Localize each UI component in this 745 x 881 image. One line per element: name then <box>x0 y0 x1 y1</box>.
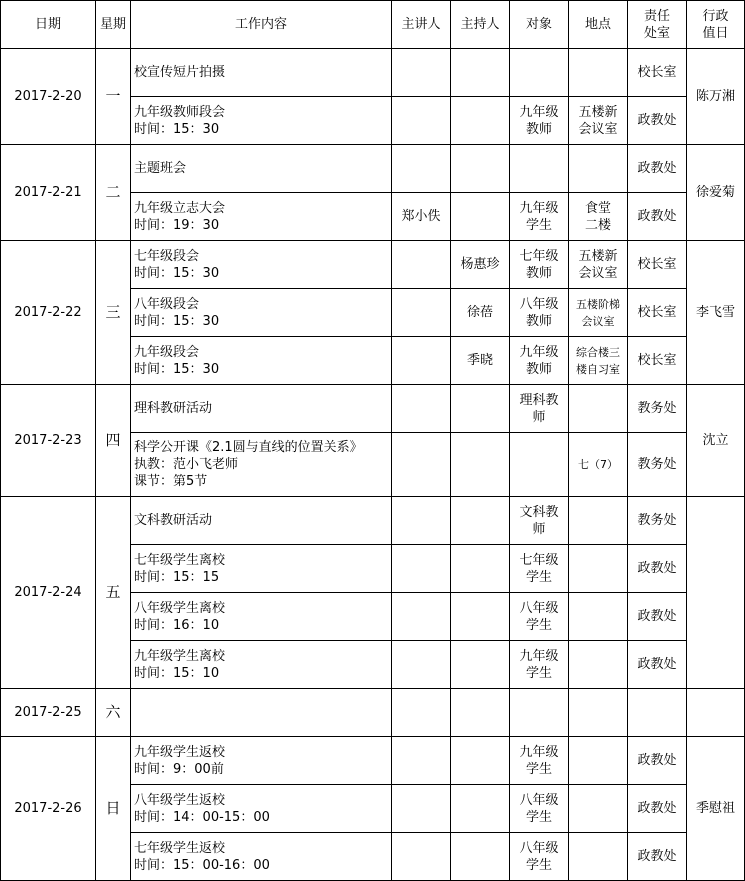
audience-line: 七年级 <box>519 248 559 264</box>
place-cell <box>569 145 628 193</box>
content-line: 九年级学生离校 <box>134 648 226 664</box>
content-cell <box>131 145 392 193</box>
dept-cell: 政教处 <box>628 545 687 593</box>
audience-line: 师 <box>532 521 546 537</box>
dept-cell: 政教处 <box>628 641 687 689</box>
speaker-cell <box>392 593 451 641</box>
host-cell <box>451 545 510 593</box>
host-cell <box>451 641 510 689</box>
place-cell <box>569 737 628 785</box>
audience-line: 学生 <box>525 665 552 681</box>
content-line: 七年级学生离校 <box>134 552 226 568</box>
duty-cell: 陈万湘 <box>687 49 745 145</box>
audience-cell <box>510 689 569 737</box>
dept-cell: 校长室 <box>628 241 687 289</box>
audience-line: 九年级 <box>519 344 559 360</box>
host-cell: 季晓 <box>451 337 510 385</box>
header-dept <box>628 1 687 49</box>
speaker-cell <box>392 145 451 193</box>
header-weekday: 星期 <box>96 1 131 49</box>
header-duty <box>687 1 745 49</box>
content-cell <box>131 833 392 881</box>
audience-line: 教师 <box>525 121 552 137</box>
content-line: 时间：15：30 <box>134 265 220 281</box>
content-cell <box>131 241 392 289</box>
audience-line: 学生 <box>525 569 552 585</box>
audience-line: 七年级 <box>519 552 559 568</box>
speaker-cell <box>392 97 451 145</box>
speaker-cell: 郑小佚 <box>392 193 451 241</box>
place-cell <box>569 337 628 385</box>
place-cell <box>569 833 628 881</box>
host-cell <box>451 497 510 545</box>
speaker-cell <box>392 689 451 737</box>
place-line: 会议室 <box>578 121 618 137</box>
content-line: 时间：14：00-15：00 <box>134 809 270 825</box>
date-cell: 2017-2-22 <box>1 241 96 385</box>
speaker-cell <box>392 737 451 785</box>
content-line: 八年级学生返校 <box>134 792 226 808</box>
dept-cell: 政教处 <box>628 145 687 193</box>
table-row <box>1 145 745 193</box>
dept-cell: 政教处 <box>628 97 687 145</box>
speaker-cell <box>392 545 451 593</box>
place-line: 食堂 <box>584 200 611 216</box>
date-cell: 2017-2-20 <box>1 49 96 145</box>
table-row <box>1 497 745 545</box>
host-cell <box>451 737 510 785</box>
audience-line: 学生 <box>525 617 552 633</box>
audience-cell <box>510 145 569 193</box>
audience-line: 学生 <box>525 217 552 233</box>
content-line: 九年级教师段会 <box>134 104 226 120</box>
place-line: 综合楼三 <box>576 345 620 359</box>
speaker-cell <box>392 49 451 97</box>
dept-cell: 校长室 <box>628 49 687 97</box>
header-duty-line1: 行政 <box>702 8 729 24</box>
host-cell: 徐蓓 <box>451 289 510 337</box>
place-cell <box>569 241 628 289</box>
audience-cell <box>510 545 569 593</box>
dept-cell <box>628 689 687 737</box>
host-cell <box>451 145 510 193</box>
audience-cell <box>510 385 569 433</box>
content-cell <box>131 689 392 737</box>
audience-line: 学生 <box>525 761 552 777</box>
content-line: 执教：范小飞老师 <box>134 457 239 472</box>
content-line: 九年级立志大会 <box>134 200 226 216</box>
weekday-cell: 日 <box>96 737 131 881</box>
place-line: 五楼阶梯 <box>576 297 620 311</box>
speaker-cell <box>392 337 451 385</box>
content-line: 九年级段会 <box>134 344 200 360</box>
content-cell <box>131 49 392 97</box>
content-line: 时间：15：30 <box>134 313 220 329</box>
audience-line: 学生 <box>525 857 552 873</box>
host-cell <box>451 785 510 833</box>
duty-cell: 徐爱菊 <box>687 145 745 241</box>
place-cell <box>569 193 628 241</box>
header-dept-line2: 处室 <box>643 25 670 41</box>
place-cell <box>569 785 628 833</box>
place-line: 五楼新 <box>578 248 618 264</box>
place-cell <box>569 289 628 337</box>
place-cell <box>569 433 628 497</box>
content-line: 七年级段会 <box>134 248 200 264</box>
date-cell: 2017-2-25 <box>1 689 96 737</box>
audience-line: 教师 <box>525 361 552 377</box>
content-line: 理科教研活动 <box>134 401 213 416</box>
audience-line: 学生 <box>525 809 552 825</box>
dept-cell: 教务处 <box>628 433 687 497</box>
audience-line: 教师 <box>525 265 552 281</box>
dept-cell: 校长室 <box>628 289 687 337</box>
content-line: 七年级学生返校 <box>134 840 226 856</box>
audience-line: 八年级 <box>519 840 559 856</box>
content-cell <box>131 641 392 689</box>
header-place: 地点 <box>569 1 628 49</box>
host-cell <box>451 97 510 145</box>
duty-cell: 李飞雪 <box>687 241 745 385</box>
content-line: 时间：15：15 <box>134 569 220 585</box>
speaker-cell <box>392 641 451 689</box>
weekday-cell: 二 <box>96 145 131 241</box>
content-line: 时间：19：30 <box>134 217 220 233</box>
audience-line: 九年级 <box>519 648 559 664</box>
place-line: 五楼新 <box>578 104 618 120</box>
audience-cell <box>510 289 569 337</box>
content-cell <box>131 785 392 833</box>
content-cell <box>131 545 392 593</box>
place-line: 七（7） <box>578 458 618 471</box>
audience-line: 八年级 <box>519 792 559 808</box>
header-row <box>1 1 745 49</box>
header-date: 日期 <box>1 1 96 49</box>
host-cell: 杨惠珍 <box>451 241 510 289</box>
content-line: 时间：9：00前 <box>134 761 224 777</box>
place-cell <box>569 97 628 145</box>
table-row <box>1 241 745 289</box>
place-line: 会议室 <box>578 265 618 281</box>
host-cell <box>451 193 510 241</box>
duty-cell <box>687 497 745 689</box>
content-line: 时间：15：30 <box>134 121 220 137</box>
header-duty-line2: 值日 <box>702 25 729 41</box>
audience-cell <box>510 593 569 641</box>
audience-cell <box>510 433 569 497</box>
duty-cell: 沈立 <box>687 385 745 497</box>
header-audience: 对象 <box>510 1 569 49</box>
place-cell <box>569 593 628 641</box>
audience-cell <box>510 97 569 145</box>
speaker-cell <box>392 497 451 545</box>
speaker-cell <box>392 241 451 289</box>
audience-line: 师 <box>532 409 546 425</box>
content-line: 时间：15：10 <box>134 665 220 681</box>
content-cell <box>131 337 392 385</box>
audience-line: 九年级 <box>519 744 559 760</box>
content-line: 文科教研活动 <box>134 513 213 528</box>
duty-cell <box>687 689 745 737</box>
content-line: 八年级学生离校 <box>134 600 226 616</box>
content-line: 课节：第5节 <box>134 474 208 489</box>
place-cell <box>569 641 628 689</box>
audience-cell <box>510 337 569 385</box>
host-cell <box>451 433 510 497</box>
audience-cell <box>510 833 569 881</box>
content-cell <box>131 737 392 785</box>
host-cell <box>451 689 510 737</box>
table-row <box>1 737 745 785</box>
dept-cell: 政教处 <box>628 193 687 241</box>
host-cell <box>451 385 510 433</box>
dept-cell: 校长室 <box>628 337 687 385</box>
dept-cell: 政教处 <box>628 737 687 785</box>
table-row <box>1 385 745 433</box>
place-line: 楼自习室 <box>576 362 620 376</box>
dept-cell: 政教处 <box>628 593 687 641</box>
weekday-cell: 五 <box>96 497 131 689</box>
header-speaker: 主讲人 <box>392 1 451 49</box>
weekday-cell: 三 <box>96 241 131 385</box>
place-cell <box>569 49 628 97</box>
weekday-cell: 六 <box>96 689 131 737</box>
dept-cell: 政教处 <box>628 785 687 833</box>
header-host: 主持人 <box>451 1 510 49</box>
place-cell <box>569 689 628 737</box>
content-line: 科学公开课《2.1圆与直线的位置关系》 <box>134 440 363 455</box>
table-row <box>1 49 745 97</box>
audience-line: 理科教 <box>519 392 559 408</box>
content-cell <box>131 593 392 641</box>
content-cell <box>131 433 392 497</box>
place-cell <box>569 385 628 433</box>
header-content: 工作内容 <box>131 1 392 49</box>
weekday-cell: 一 <box>96 49 131 145</box>
audience-cell <box>510 785 569 833</box>
content-cell <box>131 193 392 241</box>
table-row <box>1 689 745 737</box>
place-cell <box>569 545 628 593</box>
dept-cell: 教务处 <box>628 385 687 433</box>
audience-line: 九年级 <box>519 104 559 120</box>
date-cell: 2017-2-21 <box>1 145 96 241</box>
speaker-cell <box>392 785 451 833</box>
content-line: 八年级段会 <box>134 296 200 312</box>
weekday-cell: 四 <box>96 385 131 497</box>
audience-cell <box>510 641 569 689</box>
content-line: 时间：15：00-16：00 <box>134 857 270 873</box>
content-cell <box>131 497 392 545</box>
audience-cell <box>510 49 569 97</box>
content-cell <box>131 97 392 145</box>
date-cell: 2017-2-23 <box>1 385 96 497</box>
audience-line: 八年级 <box>519 296 559 312</box>
speaker-cell <box>392 833 451 881</box>
audience-line: 文科教 <box>519 504 559 520</box>
content-line: 时间：15：30 <box>134 361 220 377</box>
audience-cell <box>510 241 569 289</box>
audience-cell <box>510 497 569 545</box>
date-cell: 2017-2-26 <box>1 737 96 881</box>
audience-cell <box>510 737 569 785</box>
audience-line: 八年级 <box>519 600 559 616</box>
content-line: 时间：16：10 <box>134 617 220 633</box>
host-cell <box>451 49 510 97</box>
audience-cell <box>510 193 569 241</box>
content-cell <box>131 289 392 337</box>
speaker-cell <box>392 289 451 337</box>
place-line: 二楼 <box>584 217 611 233</box>
content-line: 九年级学生返校 <box>134 744 226 760</box>
audience-line: 九年级 <box>519 200 559 216</box>
content-line: 主题班会 <box>134 161 187 176</box>
speaker-cell <box>392 433 451 497</box>
host-cell <box>451 593 510 641</box>
audience-line: 教师 <box>525 313 552 329</box>
header-dept-line1: 责任 <box>643 8 670 24</box>
content-line: 校宣传短片拍摄 <box>134 65 226 80</box>
place-cell <box>569 497 628 545</box>
date-cell: 2017-2-24 <box>1 497 96 689</box>
dept-cell: 教务处 <box>628 497 687 545</box>
dept-cell: 政教处 <box>628 833 687 881</box>
speaker-cell <box>392 385 451 433</box>
place-line: 会议室 <box>581 314 615 328</box>
duty-cell: 季慰祖 <box>687 737 745 881</box>
host-cell <box>451 833 510 881</box>
content-cell <box>131 385 392 433</box>
